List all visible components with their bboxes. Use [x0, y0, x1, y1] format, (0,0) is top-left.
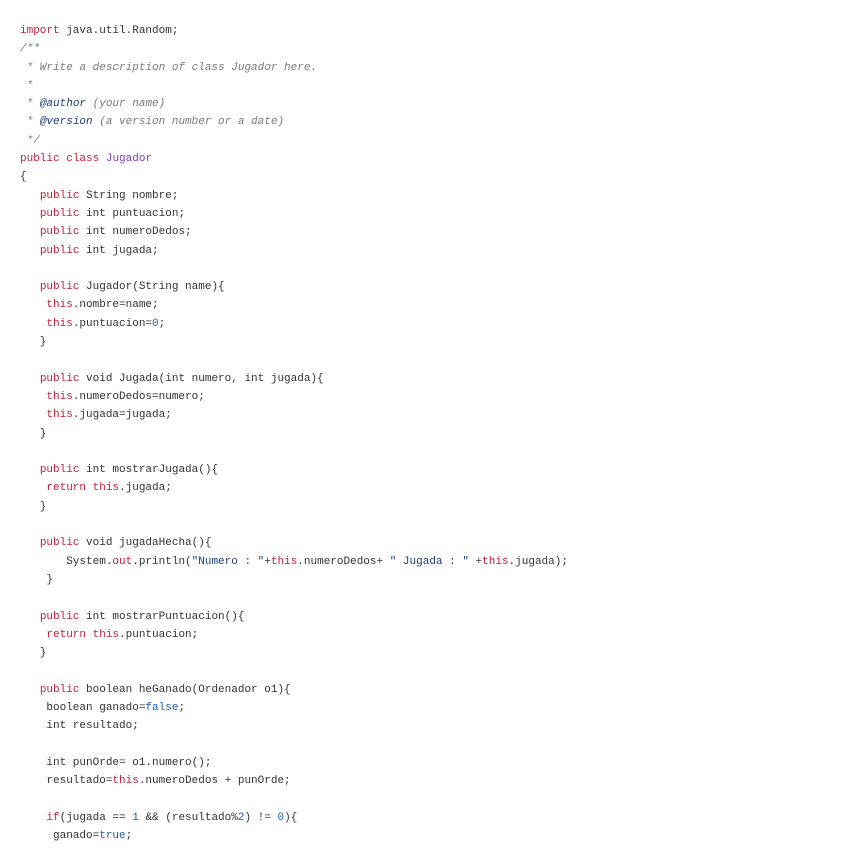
code-line — [20, 425, 840, 443]
code-line — [20, 388, 840, 406]
comment-token: (a version number or a date) — [92, 116, 285, 129]
keyword-token: this — [270, 555, 298, 568]
code-line — [20, 406, 840, 424]
comment-token: * — [20, 79, 34, 92]
code-text: } — [20, 427, 47, 440]
code-line — [20, 699, 840, 717]
string-literal-token: " Jugada : " — [389, 555, 469, 568]
keyword-token: import — [20, 25, 60, 37]
keyword-token: public — [39, 226, 80, 239]
code-line — [20, 754, 840, 772]
code-line — [20, 278, 840, 296]
code-text: + — [264, 555, 271, 568]
code-text: boolean ganado= — [20, 701, 146, 714]
code-text: ; — [125, 830, 133, 843]
code-text: .puntuacion; — [119, 628, 199, 641]
code-line — [20, 95, 840, 113]
code-line — [20, 370, 840, 388]
comment-token: /** — [20, 43, 40, 56]
code-text: + — [468, 555, 483, 568]
keyword-token: public — [39, 207, 80, 220]
code-text: .println( — [132, 555, 192, 568]
keyword-token: public — [20, 153, 60, 166]
code-line — [20, 809, 840, 827]
code-line — [20, 205, 840, 223]
code-line — [20, 681, 840, 699]
code-text: .puntuacion= — [72, 317, 153, 330]
code-line — [20, 772, 840, 790]
keyword-token: class — [66, 153, 100, 166]
code-text: (jugada == — [59, 811, 133, 824]
code-editor[interactable] — [20, 22, 840, 845]
code-text — [20, 281, 40, 293]
code-text — [20, 318, 46, 330]
keyword-token: public — [39, 537, 80, 550]
keyword-token: return — [46, 628, 87, 641]
keyword-token: this — [46, 317, 73, 330]
doc-tag-token: @version — [39, 116, 93, 129]
code-line — [20, 150, 840, 168]
code-text: } — [20, 647, 47, 660]
code-text — [20, 464, 40, 476]
code-line — [20, 242, 840, 260]
keyword-token: this — [112, 775, 139, 788]
code-line — [20, 534, 840, 552]
code-line — [20, 626, 840, 644]
code-text: System. — [20, 555, 113, 568]
code-text — [20, 208, 40, 220]
string-literal-token: "Numero : " — [191, 555, 265, 568]
code-text — [20, 812, 46, 824]
code-line — [20, 260, 840, 278]
code-text: ; — [158, 317, 166, 330]
code-line — [20, 223, 840, 241]
code-text: { — [20, 171, 27, 184]
comment-token: * — [20, 116, 40, 129]
code-text — [20, 373, 40, 385]
code-text: int mostrarPuntuacion(){ — [79, 610, 245, 623]
code-text — [20, 537, 40, 549]
code-line — [20, 351, 840, 369]
comment-token: (your name) — [86, 98, 166, 111]
code-text — [99, 153, 106, 165]
code-line — [20, 479, 840, 497]
code-line — [20, 553, 840, 571]
code-line — [20, 22, 840, 40]
keyword-token: public — [39, 244, 80, 257]
code-line — [20, 516, 840, 534]
boolean-literal-token: true — [99, 830, 126, 843]
code-text — [20, 611, 40, 623]
code-text: ) != — [244, 811, 278, 824]
keyword-token: this — [482, 555, 509, 568]
code-text: } — [20, 500, 47, 513]
code-text: .numeroDedos=numero; — [72, 390, 205, 403]
number-literal-token: 1 — [132, 811, 139, 824]
code-text: .nombre=name; — [72, 299, 159, 312]
keyword-token: this — [92, 482, 120, 495]
code-line — [20, 296, 840, 314]
code-text: int numeroDedos; — [79, 226, 192, 239]
code-text: java.util.Random; — [59, 25, 179, 37]
keyword-token: if — [46, 811, 60, 824]
code-text: int resultado; — [20, 720, 139, 733]
code-line — [20, 498, 840, 516]
keyword-token: return — [46, 482, 87, 495]
code-text: ){ — [284, 811, 298, 824]
comment-token: * Write a description of class Jugador here. — [20, 61, 318, 74]
code-text — [20, 226, 40, 238]
code-line — [20, 187, 840, 205]
code-text: .numeroDedos+ — [297, 555, 390, 568]
keyword-token: this — [46, 299, 73, 312]
code-line — [20, 77, 840, 95]
code-line — [20, 644, 840, 662]
code-line — [20, 113, 840, 131]
code-text: int mostrarJugada(){ — [79, 464, 219, 477]
code-line — [20, 790, 840, 808]
code-text: .jugada); — [508, 555, 568, 568]
code-text: .numeroDedos + punOrde; — [138, 775, 291, 788]
code-line — [20, 59, 840, 77]
code-text: boolean heGanado(Ordenador o1){ — [79, 683, 291, 696]
number-literal-token: 2 — [237, 811, 245, 824]
code-text — [20, 190, 40, 202]
keyword-token: public — [39, 372, 80, 385]
code-text — [86, 482, 93, 494]
code-text: int puntuacion; — [79, 207, 186, 220]
code-text: String nombre; — [79, 189, 179, 202]
code-text: void Jugada(int numero, int jugada){ — [79, 372, 324, 385]
code-line — [20, 443, 840, 461]
comment-token: * — [20, 98, 40, 111]
code-text: int jugada; — [79, 244, 159, 257]
code-text: ; — [178, 701, 186, 714]
code-text: && (resultado% — [138, 811, 238, 824]
code-text: .jugada; — [119, 482, 172, 495]
code-line — [20, 168, 840, 186]
keyword-token: out — [112, 555, 133, 568]
code-text: } — [20, 336, 47, 349]
code-line — [20, 333, 840, 351]
keyword-token: this — [46, 409, 73, 422]
code-line — [20, 827, 840, 845]
code-line — [20, 132, 840, 150]
code-text: Jugador(String name){ — [79, 281, 225, 294]
code-text: int punOrde= o1.numero(); — [20, 756, 212, 769]
doc-tag-token: @author — [39, 98, 87, 111]
keyword-token: public — [39, 189, 80, 202]
code-text — [20, 482, 46, 494]
code-text — [20, 245, 40, 257]
keyword-token: this — [92, 628, 120, 641]
code-line — [20, 589, 840, 607]
number-literal-token: 0 — [277, 811, 285, 824]
number-literal-token: 0 — [152, 317, 159, 330]
code-line — [20, 717, 840, 735]
keyword-token: public — [39, 464, 80, 477]
code-line — [20, 315, 840, 333]
code-line — [20, 608, 840, 626]
keyword-token: public — [39, 281, 80, 294]
code-text — [20, 299, 46, 311]
code-text — [20, 409, 46, 421]
code-line — [20, 662, 840, 680]
code-text — [20, 629, 46, 641]
code-text: .jugada=jugada; — [72, 409, 172, 422]
code-line — [20, 571, 840, 589]
code-text: ganado= — [20, 830, 100, 843]
code-text: void jugadaHecha(){ — [79, 537, 212, 550]
code-line — [20, 461, 840, 479]
code-text — [20, 684, 40, 696]
code-line — [20, 736, 840, 754]
keyword-token: this — [46, 390, 73, 403]
code-line — [20, 40, 840, 58]
class-name-token: Jugador — [105, 153, 153, 166]
keyword-token: public — [39, 610, 80, 623]
code-text: } — [20, 573, 54, 586]
boolean-literal-token: false — [145, 701, 179, 714]
code-text — [20, 391, 46, 403]
keyword-token: public — [39, 683, 80, 696]
comment-token: */ — [20, 134, 40, 147]
code-text — [86, 629, 93, 641]
code-text: resultado= — [20, 775, 113, 788]
